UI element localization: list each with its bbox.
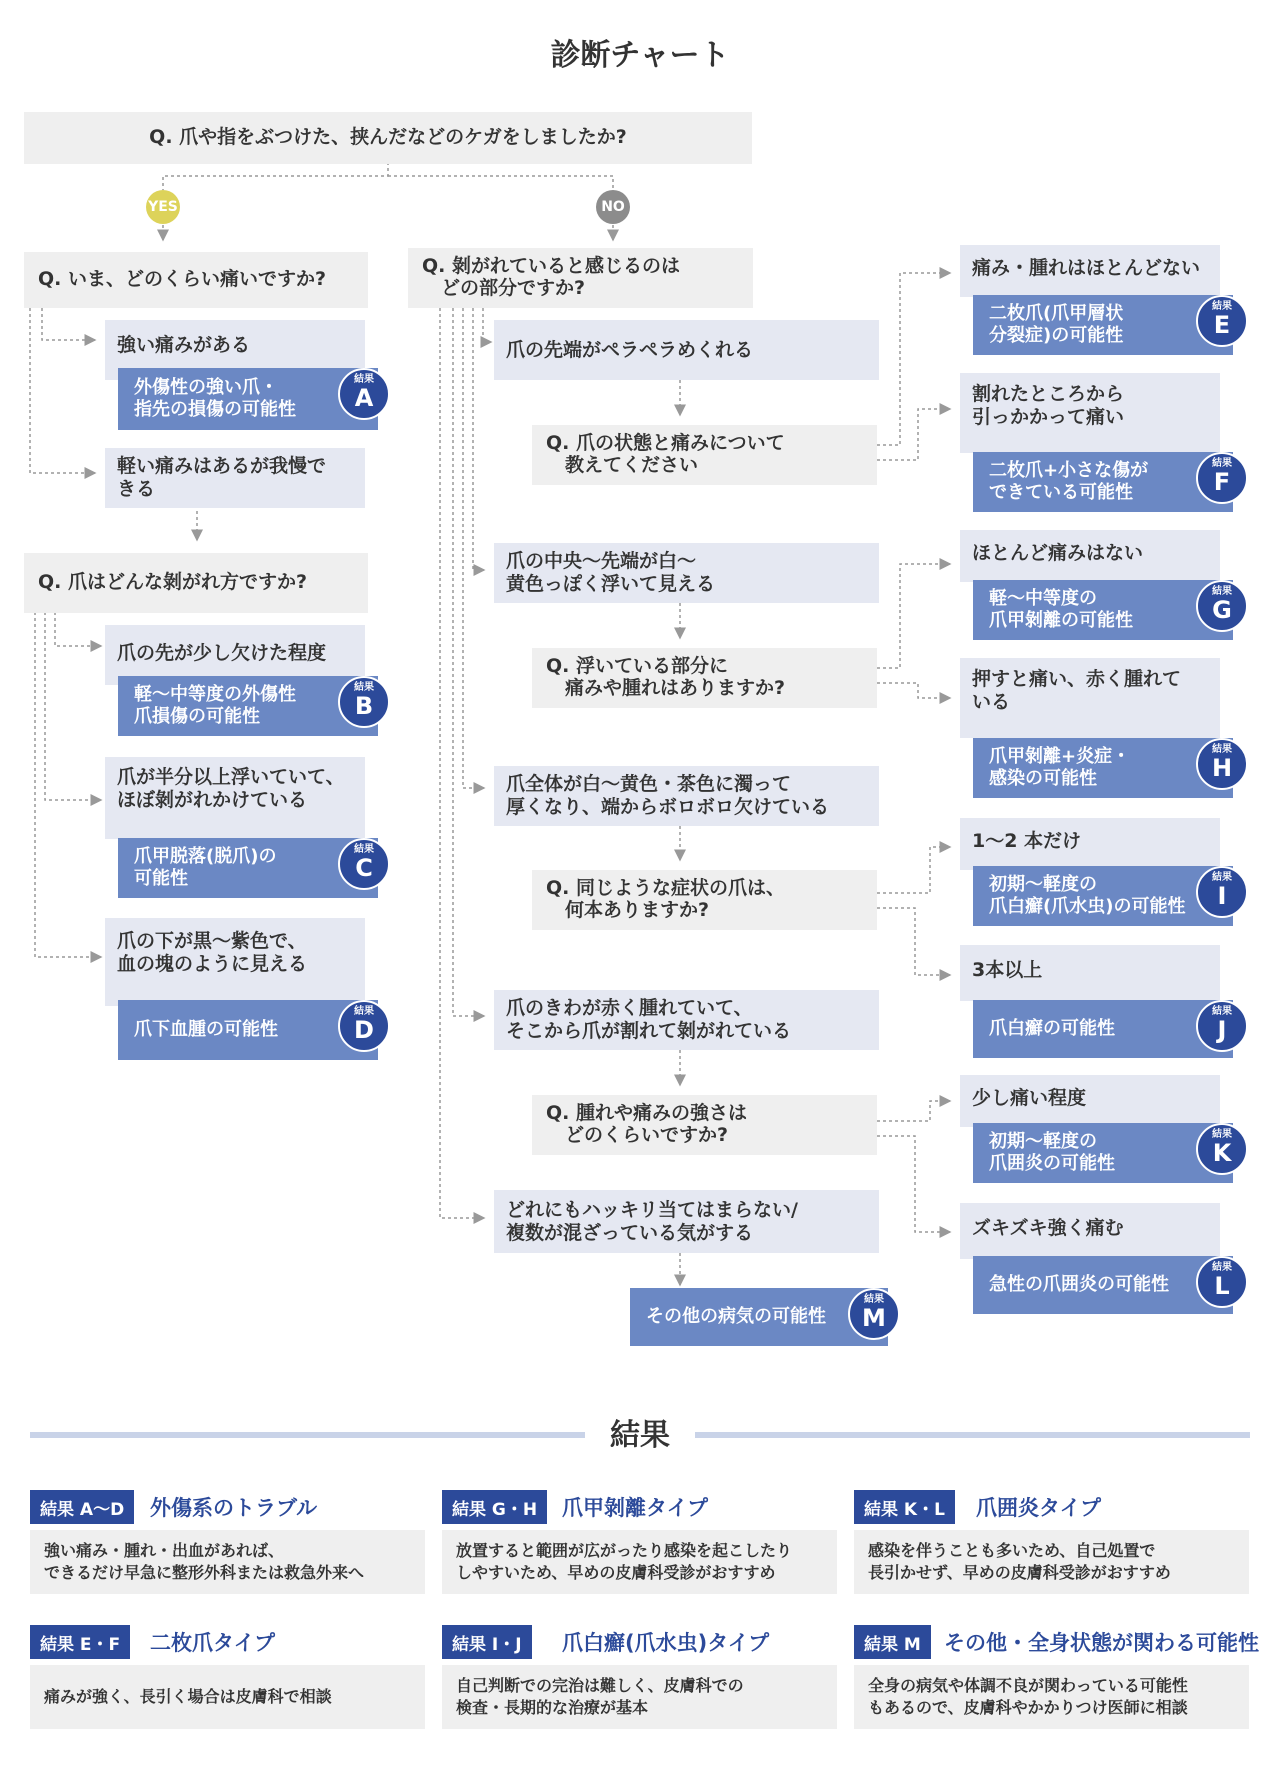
result-m-text: その他の病気の可能性	[630, 1288, 888, 1346]
result-i-text: 初期〜軽度の 爪白癬(爪水虫)の可能性	[973, 866, 1233, 926]
option-d: 爪の下が黒〜紫色で、 血の塊のように見える	[105, 918, 365, 1006]
option-none-match: どれにもハッキリ当てはまらない/ 複数が混ざっている気がする	[494, 1190, 879, 1253]
result-badge-c: 結果 C	[338, 838, 390, 890]
result-h-text: 爪甲剝離+炎症・ 感染の可能性	[973, 738, 1233, 798]
result-badge-a: 結果 A	[338, 368, 390, 420]
option-red-swelling: 爪のきわが赤く腫れていて、 そこから爪が割れて剝がれている	[494, 990, 879, 1050]
result-k-text: 初期〜軽度の 爪囲炎の可能性	[973, 1123, 1233, 1183]
result-a-text: 外傷性の強い爪・ 指先の損傷の可能性	[118, 368, 378, 430]
result-e-text: 二枚爪(爪甲層状 分裂症)の可能性	[973, 295, 1233, 355]
question-nail-count: Q. 同じような症状の爪は、 何本ありますか?	[532, 870, 877, 930]
result-l-text: 急性の爪囲炎の可能性	[973, 1256, 1233, 1314]
option-c: 爪が半分以上浮いていて、 ほぼ剝がれかけている	[105, 757, 365, 839]
result-badge-f: 結果 F	[1196, 452, 1248, 504]
result-card-body: 強い痛み・腫れ・出血があれば、 できるだけ早急に整形外科または救急外来へ	[30, 1530, 425, 1594]
result-f-text: 二枚爪+小さな傷が できている可能性	[973, 452, 1233, 512]
yes-badge: YES	[146, 190, 180, 224]
result-card-title: 外傷系のトラブル	[150, 1496, 318, 1520]
left-question-peel: Q. 爪はどんな剝がれ方ですか?	[24, 553, 368, 613]
option-k: 少し痛い程度	[960, 1075, 1220, 1127]
option-f: 割れたところから 引っかかって痛い	[960, 373, 1220, 453]
result-g-text: 軽〜中等度の 爪甲剝離の可能性	[973, 580, 1233, 640]
option-light-pain: 軽い痛みはあるが我慢で きる	[105, 448, 365, 508]
option-h: 押すと痛い、赤く腫れて いる	[960, 658, 1220, 738]
result-card-label: 結果 G・H	[442, 1490, 547, 1524]
result-card-label: 結果 I・J	[442, 1625, 532, 1659]
result-badge-h: 結果 H	[1196, 738, 1248, 790]
left-question-pain: Q. いま、どのくらい痛いですか?	[24, 252, 368, 308]
result-badge-j: 結果 J	[1196, 1000, 1248, 1052]
result-b-text: 軽〜中等度の外傷性 爪損傷の可能性	[118, 676, 378, 736]
result-card-label: 結果 E・F	[30, 1625, 130, 1659]
result-card-body: 自己判断での完治は難しく、皮膚科での 検査・長期的な治療が基本	[442, 1665, 837, 1729]
result-badge-g: 結果 G	[1196, 580, 1248, 632]
question-swelling-level: Q. 腫れや痛みの強さは どのくらいですか?	[532, 1095, 877, 1155]
page-title: 診断チャート	[550, 38, 730, 73]
option-white-float: 爪の中央〜先端が白〜 黄色っぽく浮いて見える	[494, 543, 879, 603]
middle-question-part: Q. 剝がれていると感じるのは どの部分ですか?	[408, 248, 753, 308]
result-card-title: 爪甲剝離タイプ	[562, 1496, 708, 1520]
result-card-label: 結果 K・L	[854, 1490, 955, 1524]
result-card-label: 結果 A〜D	[30, 1490, 134, 1524]
option-cloudy-thick: 爪全体が白〜黄色・茶色に濁って 厚くなり、端からボロボロ欠けている	[494, 766, 879, 826]
option-g: ほとんど痛みはない	[960, 530, 1220, 582]
result-badge-e: 結果 E	[1196, 295, 1248, 347]
result-c-text: 爪甲脱落(脱爪)の 可能性	[118, 838, 378, 898]
question-floating-pain: Q. 浮いている部分に 痛みや腫れはありますか?	[532, 648, 877, 708]
option-l: ズキズキ強く痛む	[960, 1203, 1220, 1259]
option-b: 爪の先が少し欠けた程度	[105, 625, 365, 685]
result-card-label: 結果 M	[854, 1625, 931, 1659]
result-card-title: 爪囲炎タイプ	[976, 1496, 1101, 1520]
option-e: 痛み・腫れはほとんどない	[960, 245, 1220, 297]
result-d-text: 爪下血腫の可能性	[118, 1000, 378, 1060]
results-section-title: 結果	[610, 1418, 670, 1453]
result-badge-b: 結果 B	[338, 676, 390, 728]
result-badge-i: 結果 I	[1196, 866, 1248, 918]
result-card-title: 爪白癬(爪水虫)タイプ	[562, 1631, 770, 1655]
result-j-text: 爪白癬の可能性	[973, 1000, 1233, 1058]
option-j: 3本以上	[960, 945, 1220, 1001]
no-badge: NO	[596, 190, 630, 224]
result-card-body: 放置すると範囲が広がったり感染を起こしたり しやすいため、早めの皮膚科受診がおすすめ	[442, 1530, 837, 1594]
result-card-body: 感染を伴うことも多いため、自己処置で 長引かせず、早めの皮膚科受診がおすすめ	[854, 1530, 1249, 1594]
result-badge-l: 結果 L	[1196, 1256, 1248, 1308]
option-tip-peeling: 爪の先端がペラペラめくれる	[494, 320, 879, 380]
result-card-title: 二枚爪タイプ	[150, 1631, 275, 1655]
result-badge-m: 結果 M	[848, 1288, 900, 1340]
result-card-title: その他・全身状態が関わる可能性	[944, 1631, 1259, 1655]
result-card-body: 全身の病気や体調不良が関わっている可能性 もあるので、皮膚科やかかりつけ医師に相談	[854, 1665, 1249, 1729]
question-nail-state: Q. 爪の状態と痛みについて 教えてください	[532, 425, 877, 485]
result-badge-k: 結果 K	[1196, 1123, 1248, 1175]
top-question: Q. 爪や指をぶつけた、挟んだなどのケガをしましたか?	[24, 112, 752, 164]
option-i: 1〜2 本だけ	[960, 818, 1220, 870]
result-card-body: 痛みが強く、長引く場合は皮膚科で相談	[30, 1665, 425, 1729]
option-strong-pain: 強い痛みがある	[105, 320, 365, 380]
result-badge-d: 結果 D	[338, 1000, 390, 1052]
